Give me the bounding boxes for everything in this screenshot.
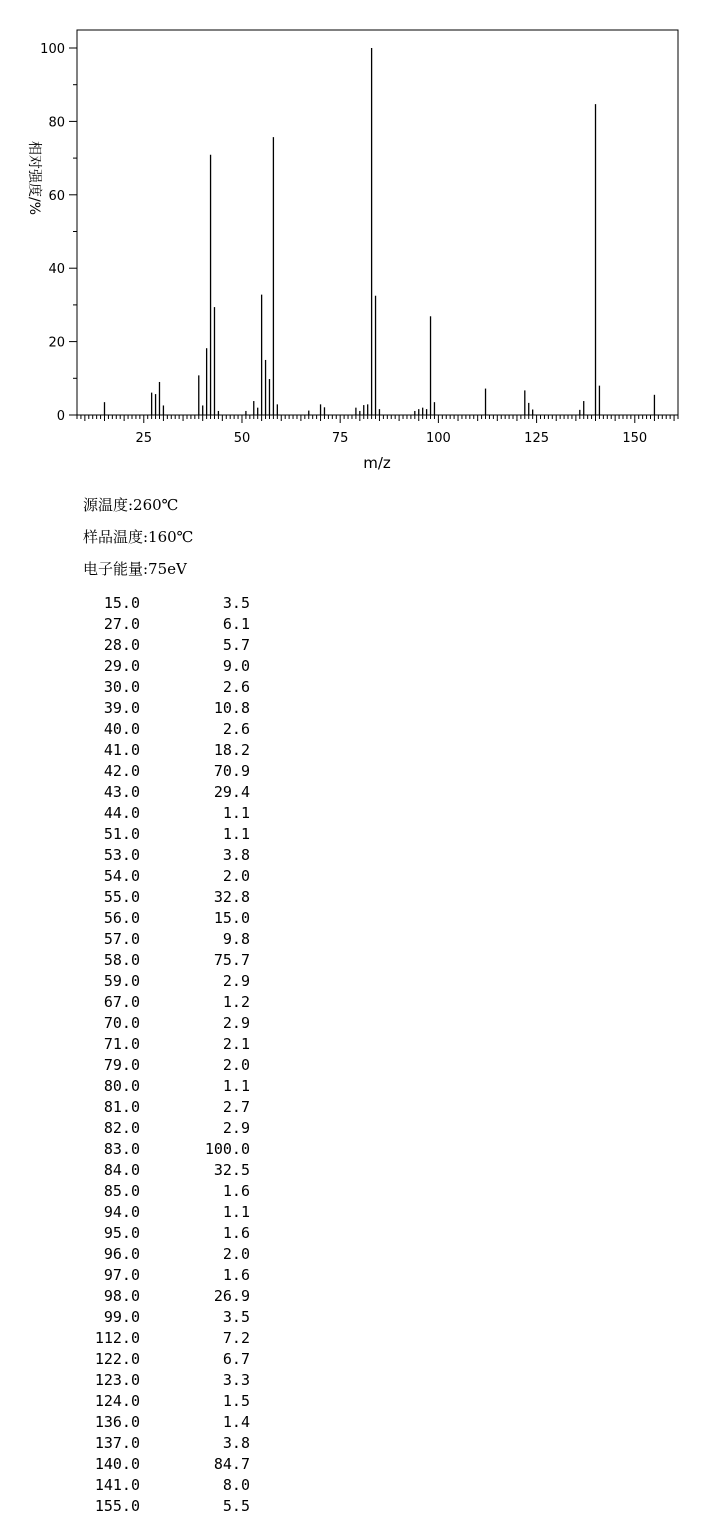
electron-energy: 电子能量:75eV [83,560,187,578]
abundance-value: 2.7 [222,1098,250,1116]
mz-value: 97.0 [103,1266,140,1284]
x-axis-label: m/z [363,454,391,472]
x-axis [77,415,678,446]
sample-temperature: 样品温度:160℃ [83,528,194,546]
abundance-value: 2.9 [222,1014,250,1032]
mz-value: 56.0 [103,909,140,927]
abundance-value: 5.7 [222,636,250,654]
abundance-value: 1.6 [222,1182,250,1200]
abundance-value: 3.8 [222,1434,250,1452]
abundance-value: 3.5 [222,1308,250,1326]
mz-value: 15.0 [103,594,140,612]
mz-value: 43.0 [103,783,140,801]
mz-value: 94.0 [103,1203,140,1221]
mz-value: 123.0 [94,1371,140,1389]
mz-value: 57.0 [103,930,140,948]
abundance-value: 6.1 [222,615,250,633]
abundance-value: 1.6 [222,1224,250,1242]
mz-value: 29.0 [103,657,140,675]
y-tick-label: 40 [48,262,65,278]
mz-value: 124.0 [94,1392,140,1410]
mz-value: 80.0 [103,1077,140,1095]
mz-value: 83.0 [103,1140,140,1158]
y-tick-label: 20 [48,335,65,351]
abundance-value: 7.2 [222,1329,250,1347]
abundance-value: 1.1 [222,1077,250,1095]
abundance-value: 3.3 [222,1371,250,1389]
x-tick-label: 50 [233,431,251,446]
mz-value: 99.0 [103,1308,140,1326]
abundance-value: 6.7 [222,1350,250,1368]
mz-value: 44.0 [103,804,140,822]
mz-value: 79.0 [103,1056,140,1074]
mz-value: 42.0 [103,762,140,780]
abundance-value: 15.0 [213,909,250,927]
abundance-value: 2.9 [222,972,250,990]
mz-value: 84.0 [103,1161,140,1179]
mz-value: 67.0 [103,993,140,1011]
abundance-value: 10.8 [213,699,250,717]
y-axis-label: 相对强度/% [26,140,42,216]
mz-value: 53.0 [103,846,140,864]
y-tick-label: 100 [40,42,65,57]
mz-value: 30.0 [103,678,140,696]
mz-value: 136.0 [94,1413,140,1431]
mz-value: 82.0 [103,1119,140,1137]
abundance-value: 2.0 [222,1056,250,1074]
abundance-value: 2.0 [222,1245,250,1263]
mz-value: 59.0 [103,972,140,990]
mz-value: 112.0 [94,1329,140,1347]
abundance-value: 3.5 [222,594,250,612]
abundance-value: 8.0 [222,1476,250,1494]
abundance-value: 2.0 [222,867,250,885]
abundance-value: 2.9 [222,1119,250,1137]
abundance-value: 9.0 [222,657,250,675]
mz-value: 85.0 [103,1182,140,1200]
abundance-value: 1.1 [222,804,250,822]
mz-value: 140.0 [94,1455,140,1473]
abundance-value: 32.8 [213,888,250,906]
mz-value: 95.0 [103,1224,140,1242]
mz-value: 81.0 [103,1098,140,1116]
abundance-value: 29.4 [213,783,250,801]
abundance-value: 100.0 [204,1140,250,1158]
mz-value: 71.0 [103,1035,140,1053]
plot-frame [77,30,678,415]
spectrum-bars [104,48,654,415]
mz-value: 98.0 [103,1287,140,1305]
y-tick-label: 0 [56,409,65,424]
mass-spectrum-chart [0,0,706,480]
abundance-value: 1.2 [222,993,250,1011]
abundance-value: 5.5 [222,1497,250,1515]
mz-value: 58.0 [103,951,140,969]
x-tick-label: 150 [622,431,648,446]
abundance-value: 1.1 [222,1203,250,1221]
y-axis [40,42,77,424]
y-tick-label: 60 [48,188,65,204]
mz-value: 41.0 [103,741,140,759]
abundance-value: 2.1 [222,1035,250,1053]
x-tick-label: 75 [331,431,349,446]
abundance-value: 70.9 [213,762,250,780]
mz-value: 122.0 [94,1350,140,1368]
mz-value: 27.0 [103,615,140,633]
mz-value: 39.0 [103,699,140,717]
mz-value: 70.0 [103,1014,140,1032]
abundance-value: 26.9 [213,1287,250,1305]
mz-value: 54.0 [103,867,140,885]
abundance-value: 84.7 [213,1455,250,1473]
abundance-value: 9.8 [222,930,250,948]
x-tick-label: 125 [524,431,550,446]
abundance-value: 32.5 [213,1161,250,1179]
mz-value: 96.0 [103,1245,140,1263]
abundance-value: 1.5 [222,1392,250,1410]
x-tick-label: 100 [425,431,451,446]
abundance-value: 1.6 [222,1266,250,1284]
abundance-value: 2.6 [222,720,250,738]
abundance-value: 18.2 [213,741,250,759]
x-tick-label: 25 [135,431,153,446]
abundance-value: 1.1 [222,825,250,843]
mz-value: 51.0 [103,825,140,843]
mz-value: 141.0 [94,1476,140,1494]
mz-value: 40.0 [103,720,140,738]
abundance-value: 3.8 [222,846,250,864]
y-tick-label: 80 [48,115,65,131]
source-temperature: 源温度:260℃ [83,496,179,514]
mz-value: 155.0 [94,1497,140,1515]
abundance-value: 1.4 [222,1413,250,1431]
abundance-value: 2.6 [222,678,250,696]
mz-value: 137.0 [94,1434,140,1452]
abundance-value: 75.7 [213,951,250,969]
mz-value: 28.0 [103,636,140,654]
mz-value: 55.0 [103,888,140,906]
